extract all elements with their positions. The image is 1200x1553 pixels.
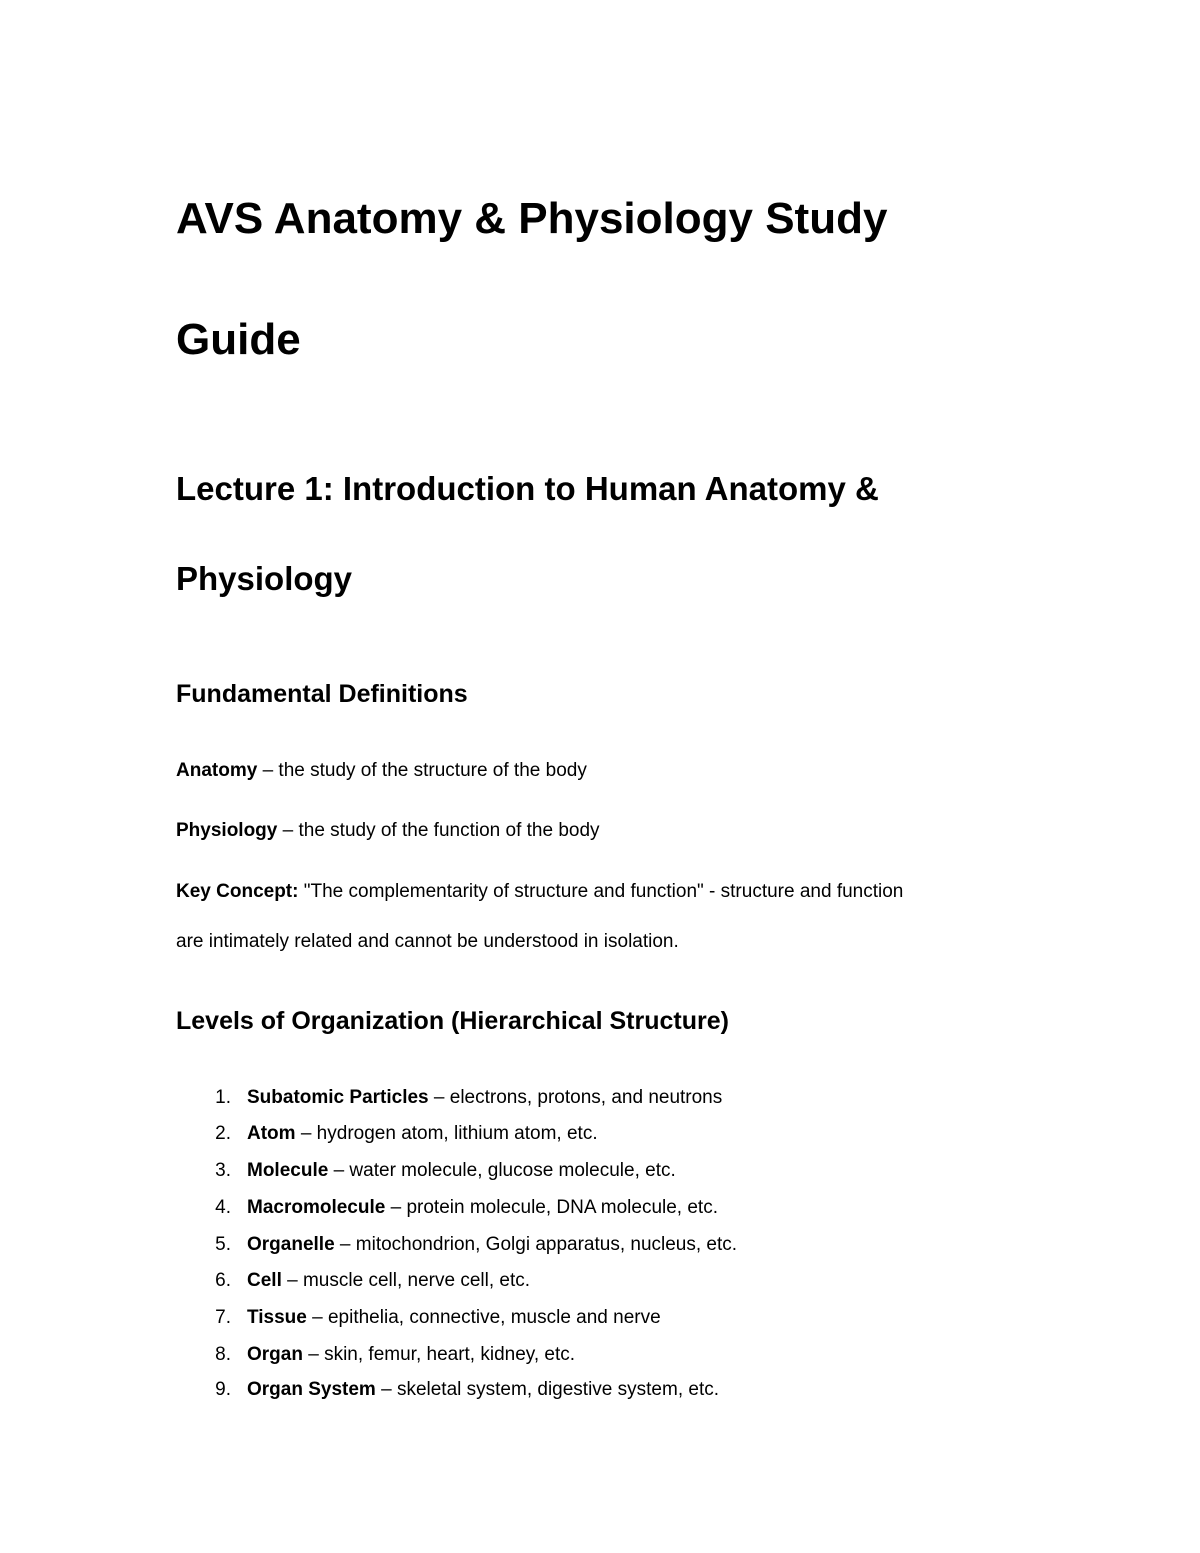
list-item-number: 2. <box>215 1123 231 1144</box>
anatomy-definition <box>176 761 587 780</box>
list-item-number: 8. <box>215 1344 231 1365</box>
key-concept-line-1 <box>176 882 903 901</box>
document-title-line-2: Guide <box>176 315 301 364</box>
anatomy-term: Anatomy <box>176 760 258 781</box>
list-item-description: – muscle cell, nerve cell, etc. <box>281 1270 531 1291</box>
levels-of-organization-heading: Levels of Organization (Hierarchical Structure) <box>176 1007 729 1035</box>
list-item-description: – epithelia, connective, muscle and nerve <box>306 1307 661 1328</box>
list-item-description: – skeletal system, digestive system, etc. <box>375 1379 720 1400</box>
list-item-description: – mitochondrion, Golgi apparatus, nucleus, etc. <box>334 1234 738 1255</box>
list-item-number: 1. <box>215 1087 231 1108</box>
key-concept-term: Key Concept: <box>176 881 299 902</box>
list-item-description: – water molecule, glucose molecule, etc. <box>328 1160 676 1181</box>
list-item-term: Macromolecule <box>247 1197 386 1218</box>
list-item-description: – electrons, protons, and neutrons <box>428 1087 723 1108</box>
list-item-description: – protein molecule, DNA molecule, etc. <box>385 1197 718 1218</box>
list-item-description: – skin, femur, heart, kidney, etc. <box>302 1344 576 1365</box>
list-item-term: Organelle <box>247 1234 335 1255</box>
list-item-description: – hydrogen atom, lithium atom, etc. <box>295 1123 598 1144</box>
list-item-term: Tissue <box>247 1307 307 1328</box>
physiology-description: – the study of the function of the body <box>277 820 600 841</box>
list-item-number: 5. <box>215 1234 231 1255</box>
list-item-number: 9. <box>215 1379 231 1400</box>
list-item-term: Subatomic Particles <box>247 1087 429 1108</box>
lecture-heading-line-1: Lecture 1: Introduction to Human Anatomy & <box>176 470 879 507</box>
list-item-number: 3. <box>215 1160 231 1181</box>
list-item-term: Molecule <box>247 1160 329 1181</box>
list-item-term: Organ System <box>247 1379 376 1400</box>
physiology-definition <box>176 821 600 840</box>
list-item-number: 6. <box>215 1270 231 1291</box>
key-concept-line-2: are intimately related and cannot be understood in isolation. <box>176 931 679 952</box>
physiology-term: Physiology <box>176 820 278 841</box>
list-item-term: Organ <box>247 1344 303 1365</box>
list-item-number: 7. <box>215 1307 231 1328</box>
key-concept-text: "The complementarity of structure and function" - structure and function <box>298 881 904 902</box>
document-title-line-1: AVS Anatomy & Physiology Study <box>176 194 888 243</box>
lecture-heading-line-2: Physiology <box>176 560 353 597</box>
list-item-term: Cell <box>247 1270 282 1291</box>
list-item-term: Atom <box>247 1123 296 1144</box>
fundamental-definitions-heading: Fundamental Definitions <box>176 680 468 708</box>
anatomy-description: – the study of the structure of the body <box>257 760 587 781</box>
list-item-number: 4. <box>215 1197 231 1218</box>
